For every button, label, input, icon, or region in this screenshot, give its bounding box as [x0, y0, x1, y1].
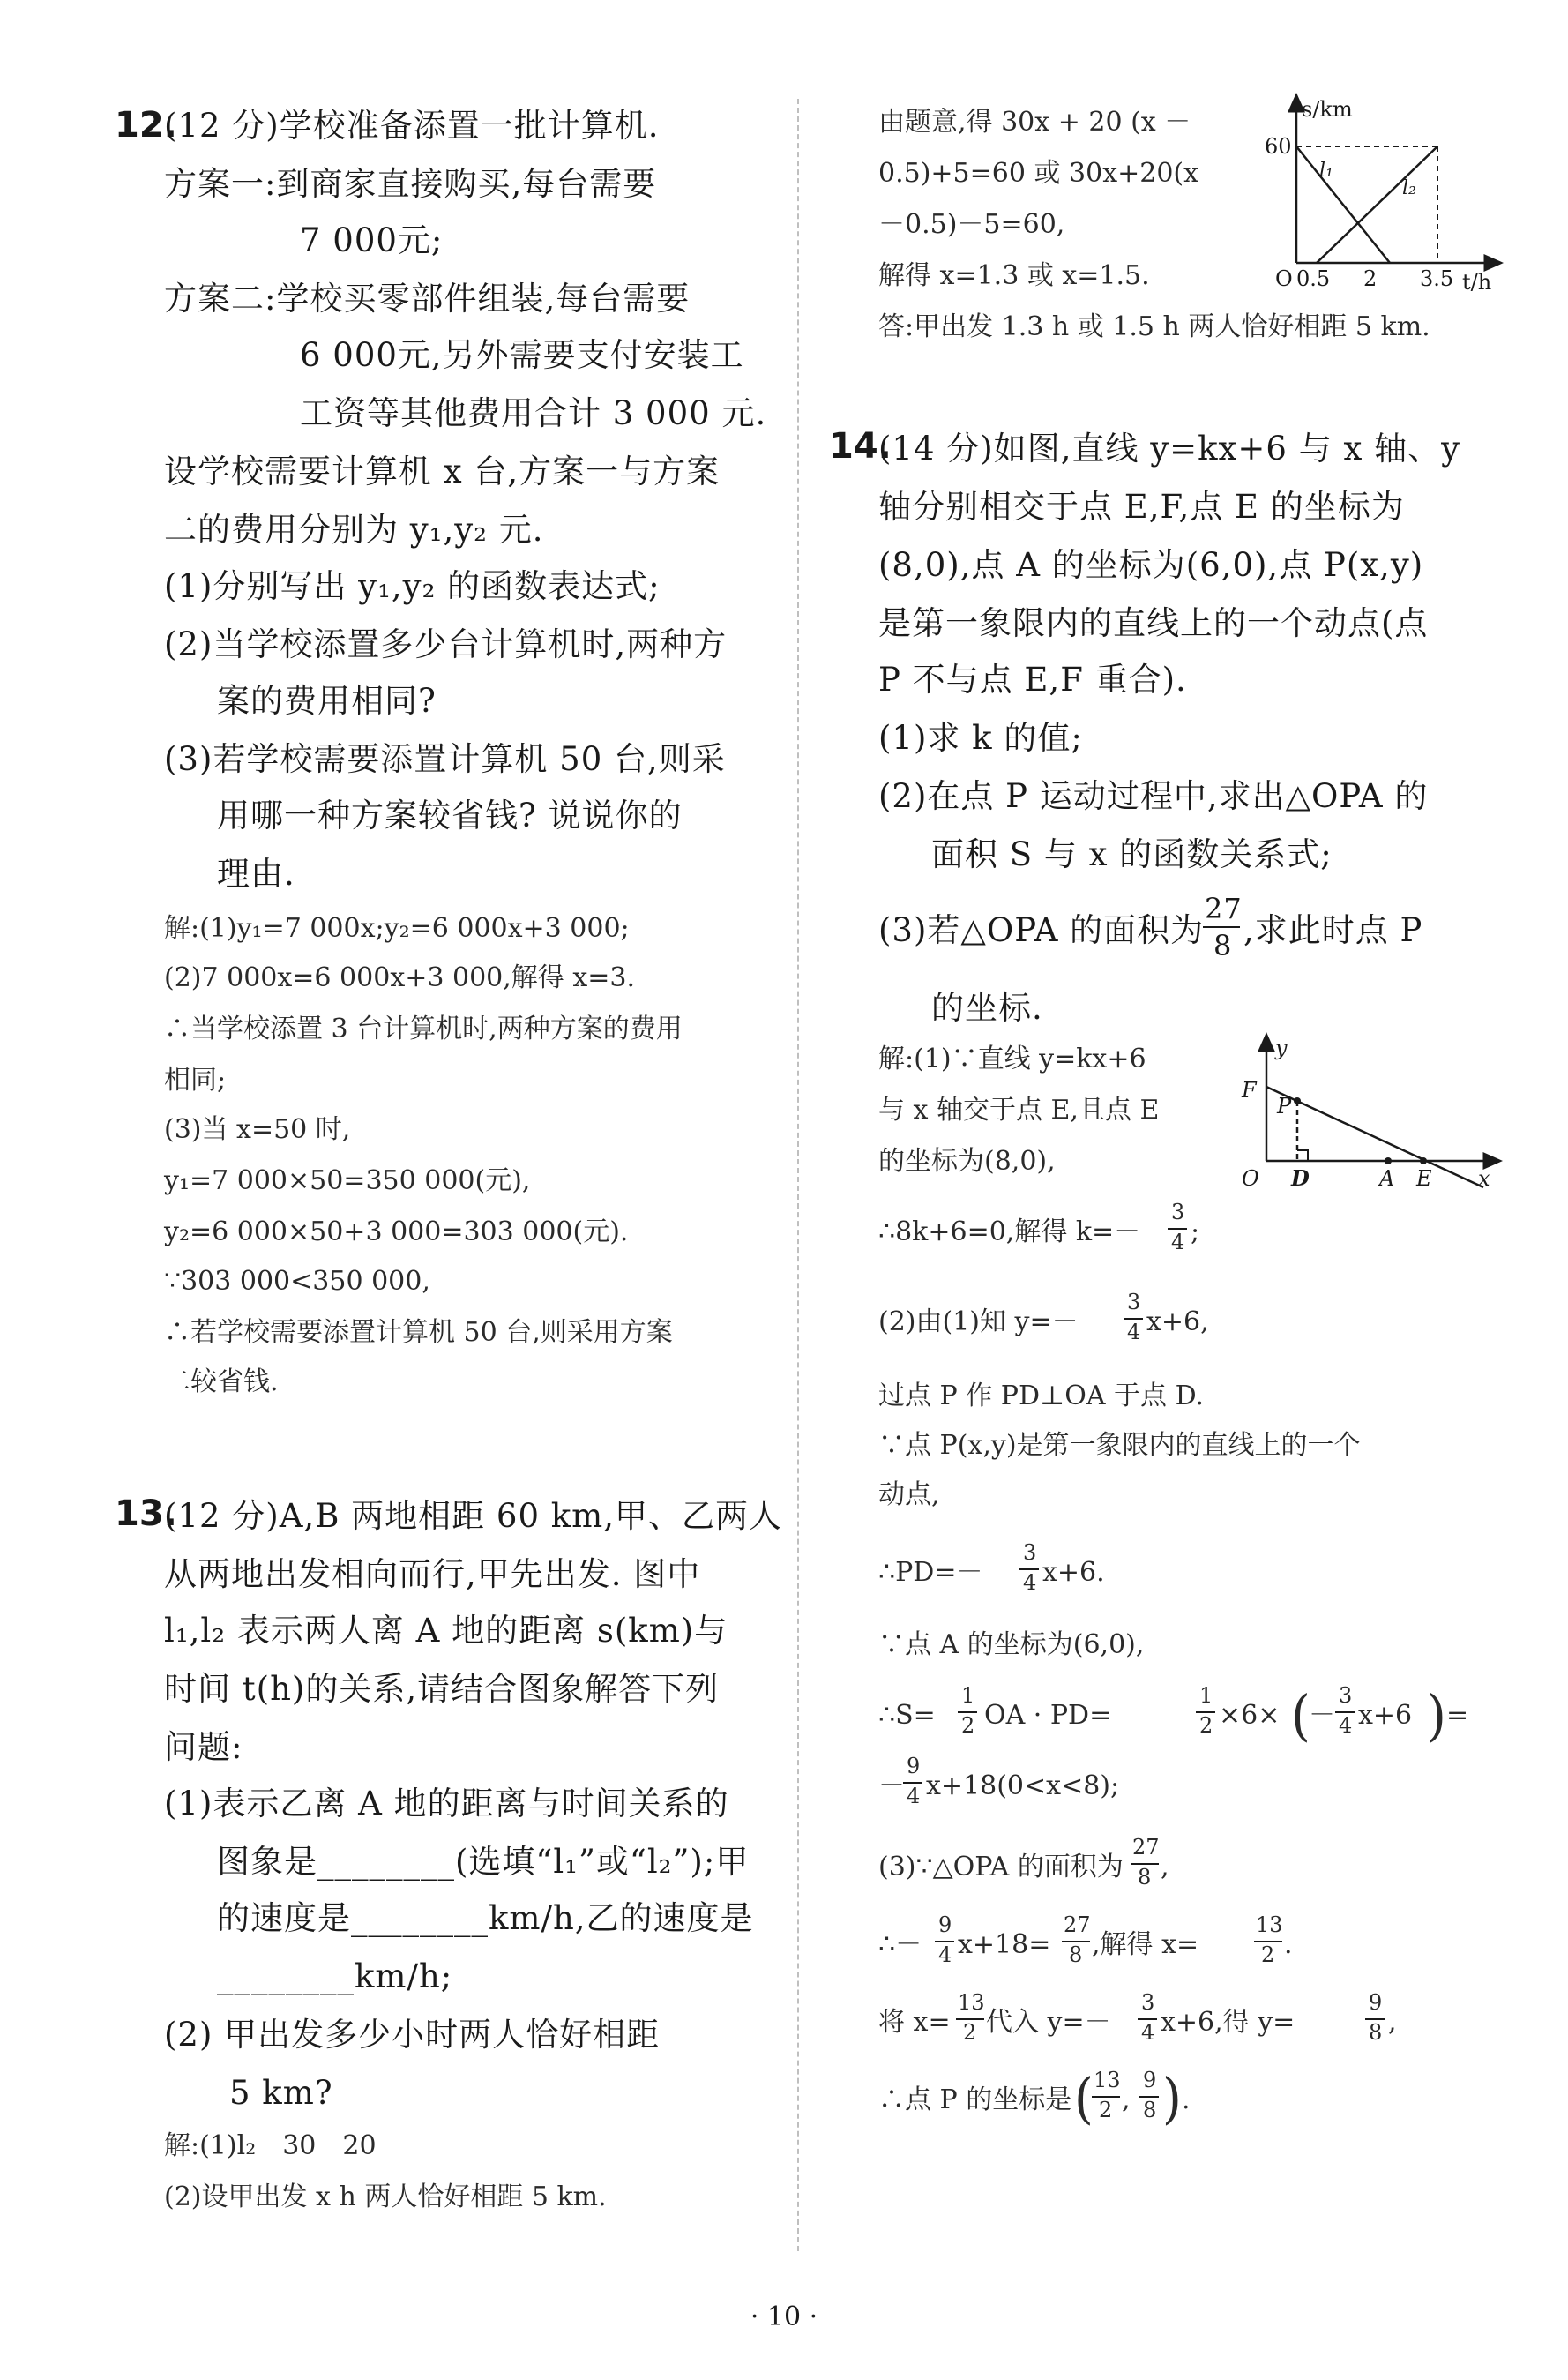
q12-number: 12.	[115, 105, 177, 146]
q14-line: 轴分别相交于点 E,F,点 E 的坐标为	[878, 488, 1405, 526]
frac-den: 2	[963, 2020, 977, 2045]
q13-solution-cont: 答:甲出发 1.3 h 或 1.5 h 两人恰好相距 5 km.	[878, 311, 1430, 342]
q12-solution: 二较省钱.	[164, 1366, 279, 1397]
q14-area: ×6×	[1219, 1700, 1281, 1731]
q14-area: ∴S=	[878, 1700, 936, 1731]
paren-close: )	[1162, 2067, 1182, 2131]
frac-den: 8	[1369, 2020, 1383, 2045]
q14-area: =	[1446, 1700, 1469, 1731]
frac-den: 8	[1069, 1942, 1083, 1967]
q14-line: 是第一象限内的直线上的一个动点(点	[878, 604, 1429, 642]
frac-den: 8	[1143, 2098, 1157, 2122]
q13-line: l₁,l₂ 表示两人离 A 地的距离 s(km)与	[164, 1612, 728, 1650]
q14-q3-frac-den: 8	[1213, 929, 1233, 962]
q13-line: 5 km?	[229, 2074, 333, 2112]
frac-den: 2	[961, 1713, 975, 1738]
q14-solution: 动点,	[878, 1479, 940, 1510]
label-o: O	[1242, 1166, 1259, 1191]
q13-solution-cont: 由题意,得 30x + 20 (x －	[878, 107, 1191, 138]
frac-num: 13	[1256, 1912, 1283, 1937]
q14-solution: 的坐标为(8,0),	[878, 1146, 1056, 1177]
q14-solution: ∵点 P(x,y)是第一象限内的直线上的一个	[878, 1430, 1361, 1461]
q14-solution: 与 x 轴交于点 E,且点 E	[878, 1095, 1160, 1126]
q14-q3-text: (3)若△OPA 的面积为	[878, 911, 1205, 949]
q14-line: P 不与点 E,F 重合).	[878, 661, 1187, 699]
q12-solution: (3)当 x=50 时,	[164, 1114, 351, 1145]
q13-line: 的速度是________km/h,乙的速度是	[217, 1899, 754, 1937]
q12-line: 6 000元,另外需要支付安装工	[300, 336, 744, 374]
frac-num: 13	[1094, 2068, 1121, 2092]
q14-number: 14.	[829, 426, 892, 467]
q13-line: ________km/h;	[217, 1957, 453, 1995]
q14-sub: ,	[1388, 2007, 1397, 2038]
frac-num: 1	[1199, 1683, 1213, 1708]
frac-den: 2	[1099, 2098, 1113, 2122]
q14-eq: ,解得 x=	[1092, 1929, 1199, 1960]
frac-num: 3	[1141, 1990, 1155, 2015]
q14-sub: 将 x=	[878, 2007, 951, 2038]
q14-area-result: －	[878, 1770, 905, 1801]
frac-den: 4	[907, 1784, 921, 1808]
column-divider	[797, 99, 799, 2251]
q13-line: (1)表示乙离 A 地的距离与时间关系的	[164, 1785, 729, 1822]
q12-line: (1)分别写出 y₁,y₂ 的函数表达式;	[164, 567, 661, 605]
paren-close: )	[1427, 1684, 1446, 1748]
q12-line: (3)若学校需要添置计算机 50 台,则采	[164, 740, 726, 778]
q12-solution: 相同;	[164, 1065, 227, 1096]
q13-number: 13.	[115, 1493, 177, 1534]
frac-den: 2	[1261, 1942, 1275, 1967]
q14-area: －	[1309, 1700, 1335, 1731]
label-x: x	[1478, 1166, 1490, 1191]
q14-solution: x+6.	[1042, 1557, 1105, 1588]
q14-q3-frac-num: 27	[1205, 892, 1243, 925]
q14-q3-text: ,求此时点 P	[1243, 911, 1423, 949]
frac-num: 27	[1132, 1835, 1160, 1860]
point-a	[1385, 1157, 1392, 1164]
q14-line-graph	[1231, 1037, 1496, 1196]
q12-solution: ∴当学校添置 3 台计算机时,两种方案的费用	[164, 1014, 683, 1044]
frac-den: 8	[1138, 1865, 1152, 1890]
fraction-bar	[1203, 926, 1240, 928]
q14-final: ,	[1122, 2084, 1131, 2115]
frac-num: 9	[1369, 1990, 1383, 2015]
q14-s3: (3)∵△OPA 的面积为	[878, 1852, 1124, 1882]
label-f: F	[1242, 1078, 1257, 1103]
frac-den: 4	[1171, 1230, 1185, 1254]
q14-line: (1)求 k 的值;	[878, 719, 1083, 757]
right-angle-mark	[1297, 1150, 1308, 1161]
q13-solution-cont: 解得 x=1.3 或 x=1.5.	[878, 260, 1150, 291]
q13-solution: 解:(1)l₂ 30 20	[164, 2130, 377, 2161]
q14-solution-k: ∴8k+6=0,解得 k=－	[878, 1216, 1141, 1247]
frac-num: 3	[1339, 1683, 1353, 1708]
x-tick: 0.5	[1296, 266, 1331, 291]
label-y: y	[1275, 1036, 1288, 1060]
t-axis-label: t/h	[1462, 270, 1492, 295]
frac-num: 3	[1023, 1540, 1037, 1565]
q12-line: 用哪一种方案较省钱? 说说你的	[217, 797, 683, 834]
q14-line: (14 分)如图,直线 y=kx+6 与 x 轴、y	[878, 430, 1461, 468]
q13-line: 时间 t(h)的关系,请结合图象解答下列	[164, 1670, 720, 1708]
q14-solution: 过点 P 作 PD⊥OA 于点 D.	[878, 1381, 1205, 1411]
q12-line: 二的费用分别为 y₁,y₂ 元.	[164, 511, 544, 549]
label-p: P	[1277, 1094, 1292, 1119]
q13-solution-cont: －0.5)－5=60,	[878, 209, 1065, 240]
q12-line: 理由.	[217, 855, 295, 893]
frac-den: 4	[938, 1942, 952, 1967]
frac-num: 13	[958, 1990, 985, 2015]
label-e: E	[1416, 1166, 1432, 1191]
q13-distance-time-graph	[1265, 97, 1499, 296]
q14-solution: ∴PD=－	[878, 1557, 983, 1588]
l2-label: l₂	[1402, 177, 1416, 199]
q14-eq: .	[1284, 1929, 1293, 1960]
origin-label: O	[1275, 266, 1293, 291]
q14-line: (2)在点 P 运动过程中,求出△OPA 的	[878, 777, 1429, 815]
q12-line: (2)当学校添置多少台计算机时,两种方	[164, 625, 728, 663]
q13-line: (2) 甲出发多少小时两人恰好相距	[164, 2016, 661, 2054]
q14-eq: x+18=	[958, 1929, 1051, 1960]
q14-solution: 解:(1)∵直线 y=kx+6	[878, 1044, 1146, 1074]
q12-line: 7 000元;	[300, 221, 444, 259]
q14-sub: x+6,得 y=	[1161, 2007, 1295, 2038]
q14-eq: ∴－	[878, 1929, 922, 1960]
q12-solution: (2)7 000x=6 000x+3 000,解得 x=3.	[164, 962, 636, 993]
q14-area-result: x+18(0<x<8);	[926, 1770, 1120, 1801]
q12-solution: y₂=6 000×50+3 000=303 000(元).	[164, 1216, 629, 1247]
x-tick: 2	[1363, 266, 1378, 291]
point-e	[1420, 1157, 1427, 1164]
q14-q3-text: 的坐标.	[931, 989, 1043, 1027]
q14-solution: x+6,	[1146, 1306, 1209, 1337]
q13-line: 图象是________(选填“l₁”或“l₂”);甲	[217, 1843, 750, 1881]
frac-num: 3	[1171, 1200, 1185, 1224]
frac-num: 9	[938, 1912, 952, 1937]
l1-label: l₁	[1319, 160, 1333, 182]
frac-den: 4	[1339, 1713, 1353, 1738]
label-d: D	[1291, 1165, 1310, 1191]
x-tick: 3.5	[1420, 266, 1454, 291]
frac-num: 9	[907, 1754, 921, 1778]
q13-line: 问题:	[164, 1728, 243, 1766]
q12-solution: y₁=7 000×50=350 000(元),	[164, 1165, 531, 1196]
q12-solution: ∵303 000<350 000,	[164, 1266, 430, 1297]
page-number: · 10 ·	[750, 2301, 818, 2332]
paren-open: (	[1074, 2067, 1094, 2131]
frac-den: 4	[1023, 1570, 1037, 1595]
q14-sub: 代入 y=－	[986, 2007, 1111, 2038]
q13-solution-cont: 0.5)+5=60 或 30x+20(x	[878, 158, 1199, 189]
q14-line: (8,0),点 A 的坐标为(6,0),点 P(x,y)	[878, 546, 1424, 584]
label-a: A	[1379, 1166, 1395, 1191]
q13-line: 从两地出发相向而行,甲先出发. 图中	[164, 1555, 701, 1593]
q14-solution: ∵点 A 的坐标为(6,0),	[878, 1629, 1145, 1660]
q14-solution-k: ;	[1191, 1216, 1200, 1247]
q12-line: 工资等其他费用合计 3 000 元.	[300, 394, 767, 432]
q14-area: x+6	[1358, 1700, 1413, 1731]
q14-solution: (2)由(1)知 y=－	[878, 1306, 1079, 1337]
q12-line: 方案二:学校买零部件组装,每台需要	[164, 280, 691, 318]
frac-den: 4	[1127, 1320, 1141, 1344]
frac-num: 3	[1127, 1290, 1141, 1314]
q12-solution: ∴若学校需要添置计算机 50 台,则采用方案	[164, 1317, 673, 1348]
frac-num: 9	[1143, 2068, 1157, 2092]
q14-s3: ,	[1161, 1852, 1169, 1882]
q12-line: 方案一:到商家直接购买,每台需要	[164, 165, 657, 203]
q12-line: (12 分)学校准备添置一批计算机.	[164, 107, 660, 145]
frac-num: 27	[1064, 1912, 1091, 1937]
q13-solution: (2)设甲出发 x h 两人恰好相距 5 km.	[164, 2182, 607, 2212]
frac-num: 1	[961, 1683, 975, 1708]
point-p	[1294, 1097, 1301, 1104]
paren-open: (	[1291, 1684, 1310, 1748]
q12-solution: 解:(1)y₁=7 000x;y₂=6 000x+3 000;	[164, 913, 630, 944]
frac-den: 2	[1199, 1713, 1213, 1738]
s-axis-label: s/km	[1302, 97, 1353, 122]
q14-area: OA · PD=	[984, 1700, 1112, 1731]
q14-final: .	[1182, 2084, 1191, 2115]
q14-line: 面积 S 与 x 的函数关系式;	[931, 835, 1333, 873]
frac-den: 4	[1141, 2020, 1155, 2045]
q12-line: 案的费用相同?	[217, 682, 437, 720]
y-tick-60: 60	[1265, 134, 1292, 159]
q13-line: (12 分)A,B 两地相距 60 km,甲、乙两人	[164, 1497, 783, 1535]
q14-final: ∴点 P 的坐标是	[878, 2084, 1072, 2115]
q12-line: 设学校需要计算机 x 台,方案一与方案	[164, 453, 721, 490]
